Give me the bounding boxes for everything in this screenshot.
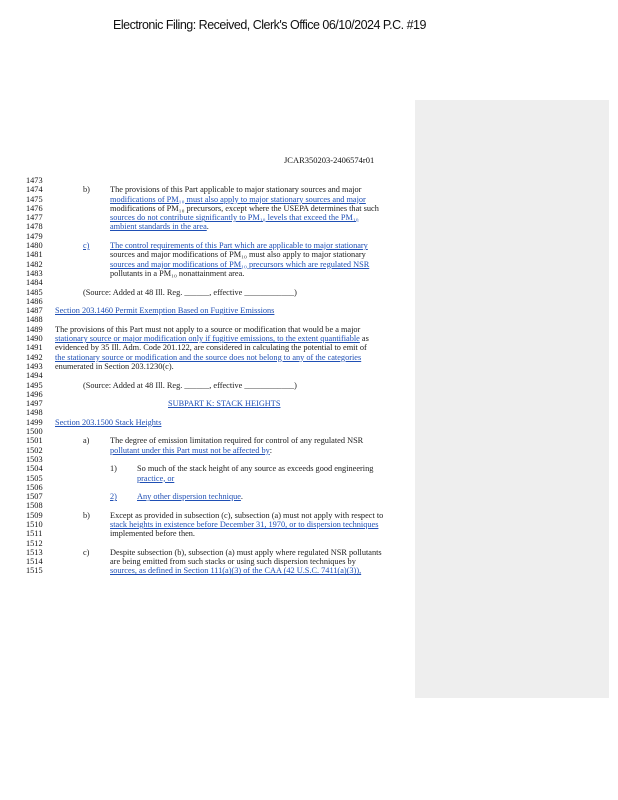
line-number: 1489 <box>26 324 43 334</box>
text-run: implemented before then. <box>110 529 196 539</box>
document-line <box>0 362 430 371</box>
text-run: as <box>359 334 369 344</box>
line-number: 1500 <box>26 427 43 437</box>
line-number: 1514 <box>26 557 43 567</box>
line-text <box>55 362 174 371</box>
line-number: 1493 <box>26 361 43 371</box>
document-line <box>0 557 430 566</box>
subsection-label: c) <box>83 241 90 251</box>
line-number: 1497 <box>26 399 43 409</box>
line-number: 1477 <box>26 213 43 223</box>
document-line <box>0 427 430 436</box>
text-run: modifications of PM₁₀ precursors, except where the USEPA determines that such <box>110 203 379 213</box>
line-text <box>110 548 382 557</box>
document-line <box>0 464 430 473</box>
document-line <box>0 232 430 241</box>
line-number: 1515 <box>26 566 43 576</box>
line-text <box>110 511 383 520</box>
text-run: The provisions of this Part must not apply to a source or modification that would be a major <box>55 324 361 334</box>
line-text <box>110 250 366 259</box>
line-text <box>110 529 195 538</box>
document-line <box>0 381 430 390</box>
document-line <box>0 306 430 315</box>
line-number: 1481 <box>26 250 43 260</box>
line-number: 1486 <box>26 296 43 306</box>
text-run: (Source: Added at 48 Ill. Reg. ______, effective ____________) <box>83 287 297 297</box>
line-text <box>55 353 361 362</box>
line-text <box>110 222 209 231</box>
line-number: 1504 <box>26 464 43 474</box>
line-text <box>83 288 297 297</box>
line-number: 1476 <box>26 203 43 213</box>
line-text <box>83 381 297 390</box>
line-number: 1487 <box>26 306 43 316</box>
line-number: 1513 <box>26 547 43 557</box>
line-number: 1511 <box>26 529 43 539</box>
inserted-text: Section 203.1460 Permit Exemption Based on Fugitive Emissions <box>55 306 275 316</box>
inserted-text: ambient standards in the area <box>110 222 207 232</box>
line-text <box>110 213 359 222</box>
paragraph-label: 1) <box>110 464 117 474</box>
subsection-label: b) <box>83 185 90 195</box>
document-line <box>0 529 430 538</box>
document-line <box>0 418 430 427</box>
document-line <box>0 390 430 399</box>
document-body <box>0 176 430 576</box>
filing-stamp-header: Electronic Filing: Received, Clerk's Office 06/10/2024 P.C. #19 <box>113 18 426 32</box>
document-line <box>0 566 430 575</box>
inserted-text: Section 203.1500 Stack Heights <box>55 417 162 427</box>
document-line <box>0 278 430 287</box>
comment-margin-panel <box>415 100 609 698</box>
line-text <box>168 399 280 408</box>
line-number: 1480 <box>26 241 43 251</box>
document-line <box>0 185 430 194</box>
text-run: : <box>269 445 273 455</box>
line-number: 1507 <box>26 492 43 502</box>
line-number: 1478 <box>26 222 43 232</box>
line-number: 1505 <box>26 473 43 483</box>
line-number: 1491 <box>26 343 43 353</box>
document-line <box>0 492 430 501</box>
inserted-text: sources and major modifications of PM₁₀ precursors which are regulated NSR <box>110 259 370 269</box>
text-run: The provisions of this Part applicable to major stationary sources and major <box>110 185 362 195</box>
document-line <box>0 436 430 445</box>
document-line <box>0 539 430 548</box>
line-number: 1479 <box>26 231 43 241</box>
subsection-label: c) <box>83 547 90 557</box>
document-line <box>0 297 430 306</box>
document-line <box>0 325 430 334</box>
line-number: 1510 <box>26 519 43 529</box>
line-number: 1508 <box>26 501 43 511</box>
text-run: Except as provided in subsection (c), subsection (a) must not apply with respect to <box>110 510 384 520</box>
line-number: 1506 <box>26 482 43 492</box>
inserted-text: sources do not contribute significantly to PM₁₀ levels that exceed the PM₁₀ <box>110 213 359 223</box>
document-line <box>0 176 430 185</box>
document-line <box>0 548 430 557</box>
document-line <box>0 222 430 231</box>
text-run: evidenced by 35 Ill. Adm. Code 201.122, are considered in calculating the potential to emit of <box>55 343 367 353</box>
document-line <box>0 288 430 297</box>
line-number: 1475 <box>26 194 43 204</box>
subsection-label: a) <box>83 436 90 446</box>
line-text <box>110 446 272 455</box>
document-line <box>0 483 430 492</box>
line-text <box>55 306 274 315</box>
line-text <box>110 195 366 204</box>
line-number: 1483 <box>26 268 43 278</box>
inserted-text: sources, as defined in Section 111(a)(3) of the CAA (42 U.S.C. 7411(a)(3)), <box>110 566 362 576</box>
line-number: 1492 <box>26 352 43 362</box>
line-text <box>110 566 361 575</box>
line-text <box>110 241 368 250</box>
text-run: pollutants in a PM₁₀ nonattainment area. <box>110 268 245 278</box>
text-run: (Source: Added at 48 Ill. Reg. ______, effective ____________) <box>83 380 297 390</box>
line-text <box>110 204 379 213</box>
text-run: The degree of emission limitation required for control of any regulated NSR <box>110 436 364 446</box>
document-line <box>0 250 430 259</box>
line-text <box>110 520 378 529</box>
text-run: Despite subsection (b), subsection (a) must apply where regulated NSR pollutants <box>110 547 382 557</box>
line-number: 1499 <box>26 417 43 427</box>
line-text <box>137 492 243 501</box>
line-number: 1501 <box>26 436 43 446</box>
document-line <box>0 501 430 510</box>
line-number: 1498 <box>26 408 43 418</box>
document-line <box>0 408 430 417</box>
line-number: 1473 <box>26 176 43 185</box>
line-number: 1490 <box>26 334 43 344</box>
document-line <box>0 334 430 343</box>
inserted-text: Any other dispersion technique <box>137 492 241 502</box>
line-text <box>55 418 161 427</box>
line-text <box>110 557 356 566</box>
line-number: 1494 <box>26 371 43 381</box>
text-run: sources and major modifications of PM₁₀ must also apply to major stationary <box>110 250 366 260</box>
document-line <box>0 455 430 464</box>
paragraph-label: 2) <box>110 492 117 502</box>
document-line <box>0 520 430 529</box>
document-line <box>0 241 430 250</box>
document-line <box>0 399 430 408</box>
line-text <box>137 464 373 473</box>
line-number: 1495 <box>26 380 43 390</box>
document-line <box>0 371 430 380</box>
inserted-text: pollutant under this Part must not be affected by <box>110 445 270 455</box>
document-line <box>0 213 430 222</box>
document-line <box>0 511 430 520</box>
line-number: 1482 <box>26 259 43 269</box>
text-run: are being emitted from such stacks or using such dispersion techniques by <box>110 557 356 567</box>
line-text <box>110 260 369 269</box>
line-text <box>55 334 369 343</box>
document-line <box>0 446 430 455</box>
line-number: 1502 <box>26 445 43 455</box>
document-id: JCAR350203-2406574r01 <box>284 155 375 165</box>
inserted-text: stationary source or major modification only if fugitive emissions, to the extent quantifiable <box>55 334 360 344</box>
inserted-text: stack heights in existence before December 31, 1970, or to dispersion techniques <box>110 519 379 529</box>
inserted-text: SUBPART K: STACK HEIGHTS <box>168 399 281 409</box>
line-number: 1484 <box>26 278 43 288</box>
document-line <box>0 195 430 204</box>
line-text <box>110 185 361 194</box>
line-number: 1485 <box>26 287 43 297</box>
text-run: enumerated in Section 203.1230(c). <box>55 361 174 371</box>
document-line <box>0 204 430 213</box>
subsection-label: b) <box>83 510 90 520</box>
document-line <box>0 343 430 352</box>
document-line <box>0 315 430 324</box>
line-number: 1488 <box>26 315 43 325</box>
line-number: 1512 <box>26 538 43 548</box>
line-number: 1474 <box>26 185 43 195</box>
inserted-text: practice, or <box>137 473 175 483</box>
line-number: 1503 <box>26 454 43 464</box>
inserted-text: modifications of PM₁₀ must also apply to major stationary sources and major <box>110 194 366 204</box>
text-run: . <box>240 492 243 502</box>
text-run: So much of the stack height of any source as exceeds good engineering <box>137 464 374 474</box>
line-text <box>110 436 363 445</box>
inserted-text: The control requirements of this Part which are applicable to major stationary <box>110 241 368 251</box>
document-line <box>0 260 430 269</box>
line-text <box>110 269 244 278</box>
document-line <box>0 269 430 278</box>
line-text <box>55 325 360 334</box>
line-number: 1509 <box>26 510 43 520</box>
text-run: . <box>206 222 209 232</box>
line-number: 1496 <box>26 389 43 399</box>
line-text <box>137 474 174 483</box>
line-text <box>55 343 367 352</box>
document-line <box>0 353 430 362</box>
inserted-text: the stationary source or modification and the source does not belong to any of the categories <box>55 352 362 362</box>
document-line <box>0 474 430 483</box>
